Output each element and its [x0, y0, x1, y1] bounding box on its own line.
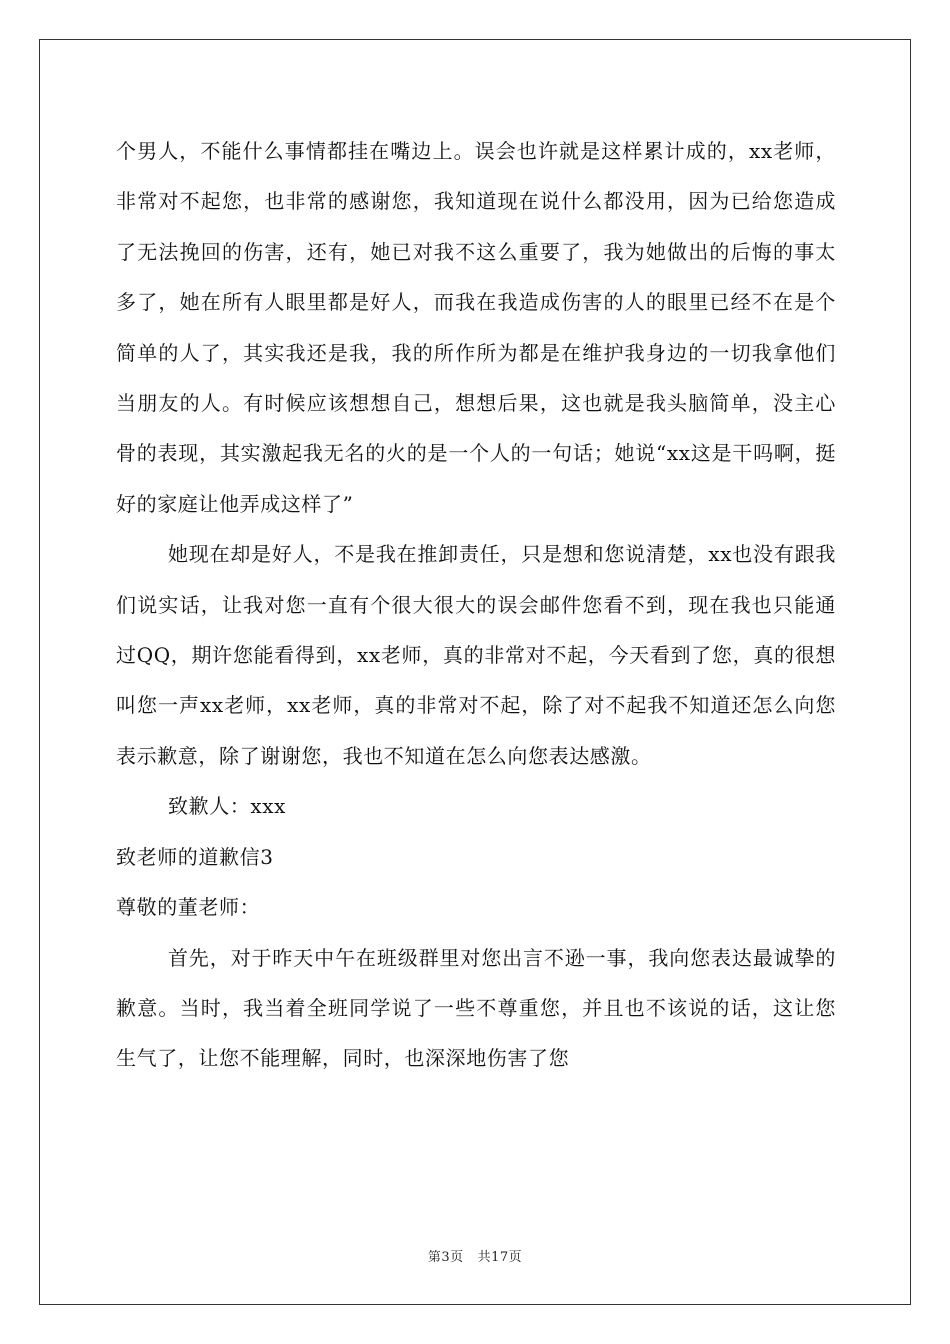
salutation: 尊敬的董老师：: [116, 895, 261, 920]
section-title: 致老师的道歉信3: [116, 844, 274, 869]
paragraph-3: 首先，对于昨天中午在班级群里对您出言不逊一事，我向您表达最诚挚的歉意。当时，我当着全班同学说了一些不尊重您，并且也不该说的话，这让您生气了，让您不能理解，同时，也深深地伤害了您: [116, 945, 836, 1071]
paragraph-2: 她现在却是好人，不是我在推卸责任，只是想和您说清楚，xx也没有跟我们说实话，让我对您一直有个很大很大的误会邮件您看不到，现在我也只能通过QQ，期许您能看得到，xx老师，真的非常对不起，今天看到了您，真的很想叫您一声xx老师，xx老师，真的非常对不起，除了对不起我不知道还怎么向您表示歉意，除了谢谢您，我也不知道在怎么向您表达感激。: [116, 542, 836, 768]
document-body: [116, 126, 836, 1084]
paragraph-1: 个男人，不能什么事情都挂在嘴边上。误会也许就是这样累计成的，xx老师，非常对不起您，也非常的感谢您，我知道现在说什么都没用，因为已给您造成了无法挽回的伤害，还有，她已对我不这么重要了，我为她做出的后悔的事太多了，她在所有人眼里都是好人，而我在我造成伤害的人的眼里已经不在是个简单的人了，其实我还是我，我的所作所为都是在维护我身边的一切我拿他们当朋友的人。有时候应该想想自己，想想后果，这也就是我头脑简单，没主心骨的表现，其实激起我无名的火的是一个人的一句话；她说“xx这是干吗啊，挺好的家庭让他弄成这样了”: [116, 139, 836, 516]
page-number: 第3页: [427, 1250, 464, 1265]
page-total: 共17页: [477, 1250, 523, 1265]
signature-line: 致歉人：xxx: [168, 794, 287, 819]
page-footer: [0, 1246, 950, 1265]
